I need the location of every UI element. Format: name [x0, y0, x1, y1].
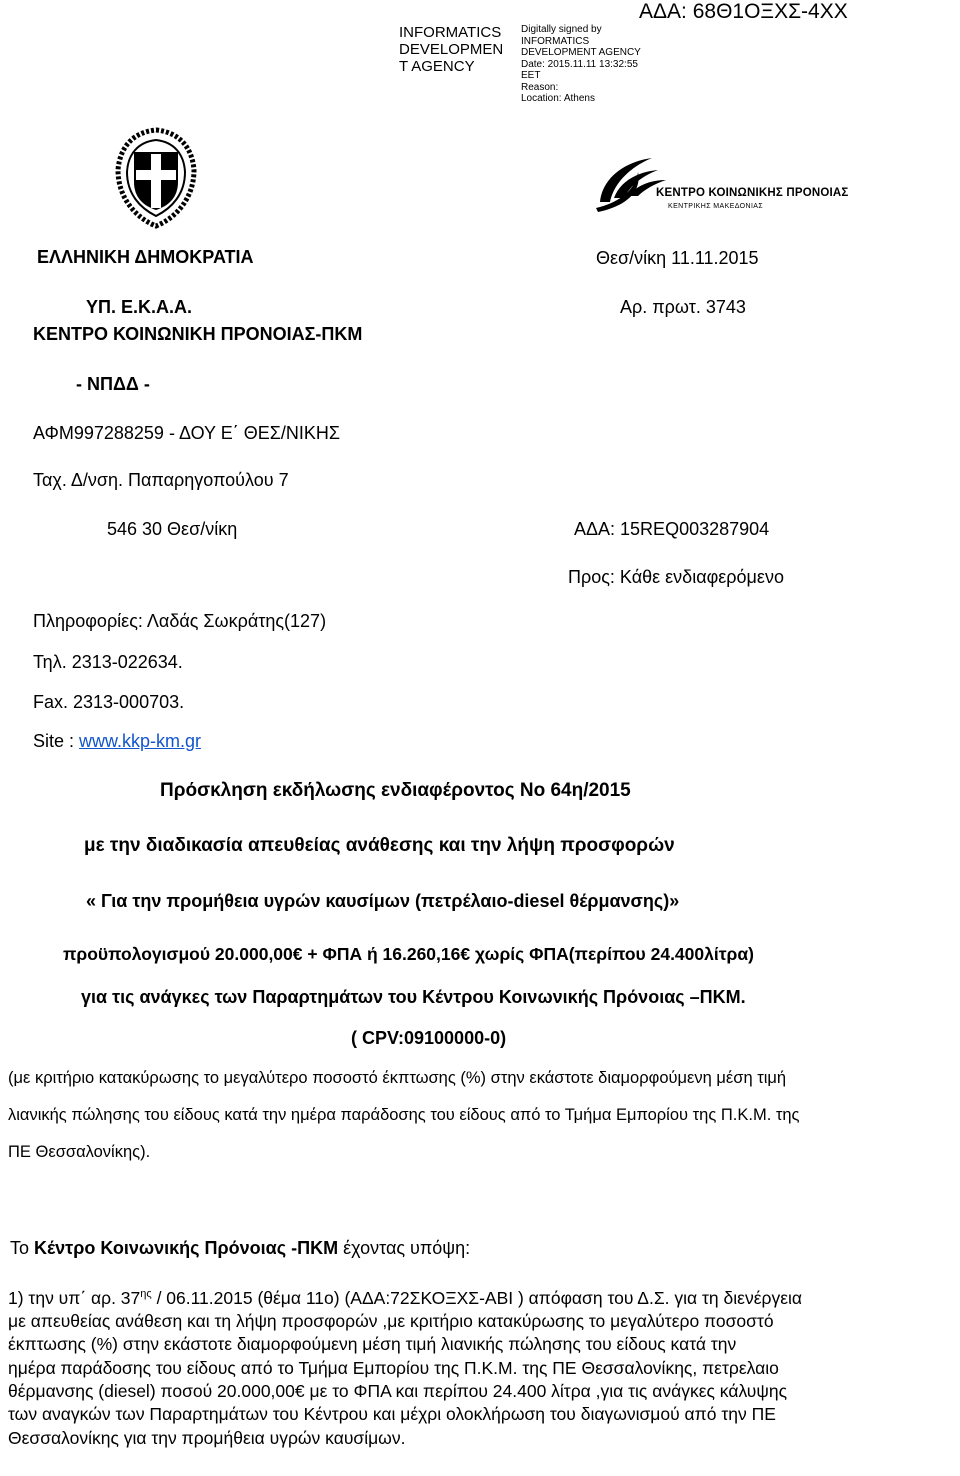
intro-organisation: Κέντρο Κοινωνικής Πρόνοιας -ΠΚΜ	[34, 1238, 339, 1258]
signature-detail-line: Reason:	[521, 81, 559, 93]
site-link[interactable]: www.kkp-km.gr	[79, 731, 202, 751]
center-heading: ΚΕΝΤΡΟ ΚΟΙΝΩΝΙΚΗ ΠΡΟΝΟΙΑΣ-ΠΚΜ	[33, 324, 363, 344]
item1-paragraph	[8, 1283, 954, 1450]
subject-title: « Για την προμήθεια υγρών καυσίμων (πετρέλαιο-diesel θέρμανσης)»	[86, 891, 680, 911]
intro-suffix: έχοντας υπόψη:	[338, 1238, 471, 1258]
procedure-title: με την διαδικασία απευθείας ανάθεσης και την λήψη προσφορών	[84, 835, 675, 856]
item1-line: θέρμανσης (diesel) ποσού 20.000,00€ με το ΦΠΑ και περίπου 24.400 λίτρα ,για τις ανάγκες κάλυψης	[8, 1381, 787, 1402]
address-text: Ταχ. Δ/νση. Παπαρηγοπούλου 7	[33, 470, 289, 490]
date-text: Θεσ/νίκη 11.11.2015	[596, 248, 759, 268]
afm-text: ΑΦΜ997288259 - ΔΟΥ Ε΄ ΘΕΣ/ΝΙΚΗΣ	[33, 423, 340, 443]
intro-prefix: Το	[10, 1238, 35, 1258]
signer-line: INFORMATICS	[399, 24, 502, 41]
recipient-text: Προς: Κάθε ενδιαφερόμενο	[568, 567, 784, 587]
criterion-paragraph	[8, 1060, 958, 1171]
ministry-heading: ΥΠ. Ε.Κ.Α.Α.	[86, 297, 193, 317]
signer-line: T AGENCY	[399, 58, 475, 75]
item1-line: ημέρα παράδοσης του είδους από το Τμήμα Εμπορίου της Π.Κ.Μ. της ΠΕ Θεσσαλονίκης, πετρελαιο	[8, 1357, 779, 1378]
npdd-heading: - ΝΠΔΔ -	[76, 374, 150, 394]
phone-text: Τηλ. 2313-022634.	[33, 652, 183, 672]
signature-detail-line: Location: Athens	[521, 93, 595, 104]
item1-rest: / 06.11.2015 (θέμα 11ο) (ΑΔΑ:72ΣΚΟΞΧΣ-ΑΒΙ ) απόφαση του Δ.Σ. για τη διενέργεια	[151, 1287, 803, 1308]
hellenic-emblem-icon	[108, 126, 204, 230]
item1-line: Θεσσαλονίκης για την προμήθεια υγρών καυσίμων.	[8, 1427, 406, 1448]
org-logo	[592, 152, 882, 222]
item1-line: έκπτωσης (%) στην εκάστοτε διαμορφούμενη μέση τιμή λιανικής πώλησης του είδους κατά την	[8, 1334, 737, 1355]
signature-detail-line: EET	[521, 70, 541, 81]
budget-text: προϋπολογισμού 20.000,00€ + ΦΠΑ ή 16.260,16€ χωρίς ΦΠΑ(περίπου 24.400λίτρα)	[63, 944, 754, 964]
item1-prefix: 1) την υπ΄ αρ. 37	[8, 1287, 141, 1308]
needs-text: για τις ανάγκες των Παραρτημάτων του Κέντρου Κοινωνικής Πρόνοιας –ΠΚΜ.	[81, 987, 746, 1007]
fax-text: Fax. 2313-000703.	[33, 692, 185, 712]
republic-heading: ΕΛΛΗΝΙΚΗ ΔΗΜΟΚΡΑΤΙΑ	[37, 247, 254, 267]
signature-detail-line: INFORMATICS	[521, 35, 590, 47]
signature-signer	[399, 24, 503, 75]
ada-number: ΑΔΑ: 15REQ003287904	[574, 519, 770, 539]
org-logo-line2: ΚΕΝΤΡΙΚΗΣ ΜΑΚΕΔΟΝΙΑΣ	[668, 203, 764, 210]
item1-line: με απευθείας ανάθεση και τη λήψη προσφορών ,με κριτήριο κατακύρωσης το μεγαλύτερο ποσοστό	[8, 1311, 774, 1332]
item1-line: των αναγκών των Παραρτημάτων του Κέντρου και μέχρι ολοκλήρωση του διαγωνισμού από την ΠΕ	[8, 1404, 776, 1425]
signature-detail-line: DEVELOPMENT AGENCY	[521, 47, 641, 58]
site-label: Site :	[33, 731, 80, 751]
item1-first-line	[8, 1283, 954, 1310]
site-line	[33, 731, 201, 752]
invitation-title: Πρόσκληση εκδήλωσης ενδιαφέροντος Νο 64η/2015	[160, 780, 631, 801]
intro-line	[10, 1238, 470, 1259]
postcode-text: 546 30 Θεσ/νίκη	[107, 519, 238, 539]
contact-info: Πληροφορίες: Λαδάς Σωκράτης(127)	[33, 611, 327, 631]
signature-detail-line: Digitally signed by	[521, 24, 602, 35]
criterion-line: ΠΕ Θεσσαλονίκης).	[8, 1143, 151, 1161]
signature-detail-line: Date: 2015.11.11 13:32:55	[521, 58, 638, 70]
ada-top-header: ΑΔΑ: 68Θ1ΟΞΧΣ-4ΧΧ	[639, 0, 848, 23]
org-logo-line1: ΚΕΝΤΡΟ ΚΟΙΝΩΝΙΚΗΣ ΠΡΟΝΟΙΑΣ	[656, 187, 849, 199]
protocol-number: Αρ. πρωτ. 3743	[620, 297, 746, 317]
item1-superscript: ης	[140, 1288, 152, 1300]
signer-line: DEVELOPMEN	[399, 41, 504, 58]
signature-details	[521, 24, 641, 105]
cpv-code: ( CPV:09100000-0)	[351, 1028, 507, 1048]
criterion-line: (με κριτήριο κατακύρωσης το μεγαλύτερο ποσοστό έκπτωσης (%) στην εκάστοτε διαμορφούμενη μέση τιμή	[8, 1069, 787, 1087]
criterion-line: λιανικής πώλησης του είδους κατά την ημέρα παράδοσης του είδους από το Τμήμα Εμπορίου της Π.Κ.Μ. της	[8, 1106, 800, 1124]
